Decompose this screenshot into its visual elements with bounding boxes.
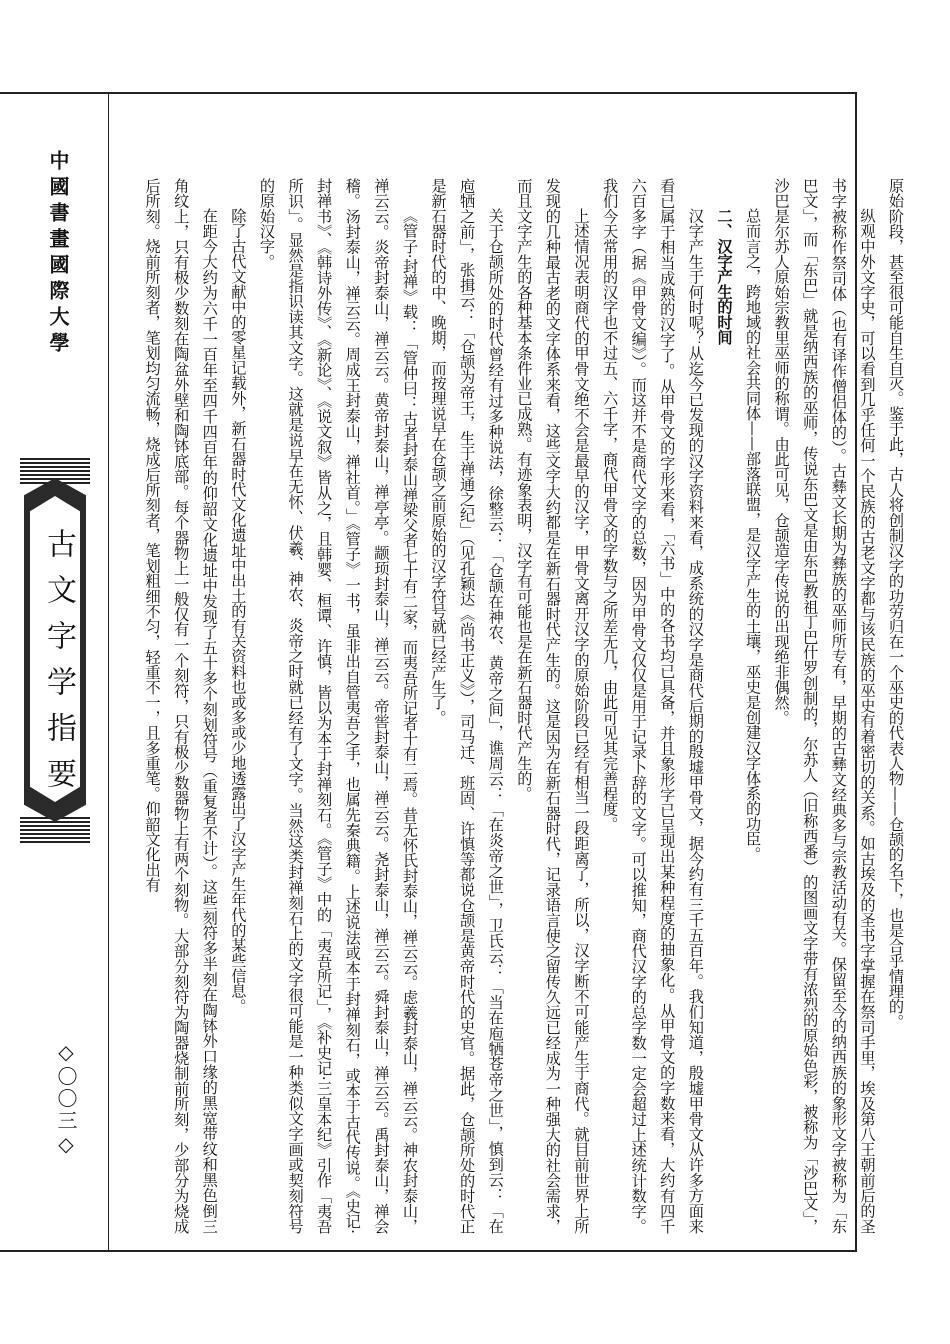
book-title: 古文字学指要 — [41, 528, 76, 804]
paragraph: 《管子·封禅》载：「管仲曰：古者封泰山禅梁父者七十有二家，而夷吾所记者十有二焉。昔无怀氏封泰山，禅云云。虑羲封泰山，禅云云。神农封泰山，禅云云。炎帝封泰山，禅云云。黄帝封泰山，禅亭亭。颛顼封泰山，禅云云。帝喾封泰山，禅云云。尧封泰山，禅云云。舜封泰山，禅云云。禹封泰山，禅会稽。汤封泰山，禅云云。周成王封泰山，禅社首。」《管子》一书，虽非出自管夷吾之手，也属先秦典籍。上述说法或本于封禅刻石，或本于古代传说。《史记·封禅书》、《韩诗外传》、《新论》、《说文叙》皆从之，且韩婴、桓谭、许慎，皆以为本于封禅刻石。《管子》中的「夷吾所记」，《补史记·三皇本纪》引作「夷吾所识」。显然是指识读其文字。这就是说早在无怀、伏羲、神农、炎帝之时就已经有了文字。当然这类封禅刻石上的文字很可能是一种类似文字画或契刻符号的原始汉字。 — [257, 178, 419, 1234]
paragraph: 纵观中外文字史，可以看到几乎任何一个民族的古老文字都与该民族的巫史有着密切的关系。如古埃及的圣书字掌握在祭司手里，埃及第八王朝前后的圣书字被称作祭司体（也有译作僧侣体的）。古彝文长期为彝族的巫师所专有，早期的古彝文经典多与宗教活动有关。保留至今的纳西族的象形文字被称为「东巴文」，而「东巴」就是纳西族的巫师，传说东巴文是由东巴教祖丁巴什罗创制的，尔苏人（旧称西番）的图画文字带有浓烈的原始色彩，被称为「沙巴文」，沙巴是尔苏人原始宗教里巫师的称谓。由此可见，仓颉造字传说的出现绝非偶然。 — [772, 178, 877, 1234]
paragraph: 汉字产生于何时呢？从迄今已发现的汉字资料来看，成系统的汉字是商代后期的殷墟甲骨文，据今约有三千五百年。我们知道，殷墟甲骨文从许多方面来看已属于相当成熟的汉字了。从甲骨文的字形来看，「六书」中的各书均已具备，并且象形字已呈现出某种程度的抽象化。从甲骨文的字数来看，大约有四千六百多字（据《甲骨文编》）。而这并不是商代文字的总数，因为甲骨文仅仅是用于记录卜辞的文字。可以推知，商代汉字的总字数一定会超过上述统计数字。我们今天常用的汉字也不过五、六千字，商代甲骨文的字数与之所差无几，由此可见其完善程度。 — [601, 178, 705, 1234]
paragraph: 原始阶段，甚至很可能自生自灭。鉴于此，古人将创制汉字的功劳归在一个巫史的代表人物——仓颉的名下，也是合乎情理的。 — [887, 178, 906, 1030]
side-column-divider — [108, 92, 109, 1252]
page-frame-bottom — [0, 1250, 855, 1252]
section-heading: 二、汉字产生的时间 — [715, 208, 734, 346]
paragraph: 除了古代文献中的零星记载外，新石器时代文化遗址中出土的有关资料也或多或少地透露出了汉字产生年代的某些信息。 — [229, 208, 248, 1014]
page-number: ◇〇〇三◇ — [54, 1040, 78, 1158]
paragraph: 在距今大约为六千一百年至四千四百年的仰韶文化遗址中发现了五十多个刻划符号（重复者不计）。这些刻符多半刻在陶钵外口缘的黑宽带纹和黑色倒三角纹上，只有极少数刻在陶盆外壁和陶钵底部。每个器物上一般仅有一个刻符，只有极少数器物上有两个刻物。大部分刻符为陶器烧制前所刻，少部分为烧成后所刻。烧前所刻者，笔划均匀流畅，烧成后所刻者，笔划粗细不匀，轻重不一，且多重笔。仰韶文化出有 — [143, 178, 219, 1234]
main-text — [138, 178, 910, 1234]
paragraph: 上述情况表明商代的甲骨文绝不会是最早的汉字，甲骨文离开汉字的原始阶段已经有相当一段距离了，所以，汉字断不可能产生于商代。就目前世界上所发现的几种最古老的文字体系来看，这些文字大约都是在新石器时代产生的。这是因为在新石器时代，记录语言使之留传久远已经成为一种强大的社会需求，而且文字产生的各种基本条件业已成熟。有迹象表明，汉字有可能也是在新石器时代产生的。 — [515, 178, 591, 1234]
university-name: 中國書畫國際大學 — [46, 150, 70, 358]
paragraph: 总而言之，跨地域的社会共同体——部落联盟，是汉字产生的土壤，巫史是创建汉字体系的功臣。 — [744, 208, 763, 862]
paragraph: 关于仓颉所处的时代曾经有过多种说法，徐整云：「仓颉在神农、黄帝之间」，谯周云：「在炎帝之世」，卫氏云：「当在庖牺苍帝之世」，慎到云：「在庖牺之前」，张揖云：「仓颉为帝王，生于禅通之纪」（见孔颖达《尚书正义》），司马迁、班固、许慎等都说仓颉是黄帝时代的史官。据此，仓颉所处的时代正是新石器时代的中、晚期，而按理说早在仓颉之前原始的汉字符号就已经产生了。 — [429, 178, 505, 1234]
page-frame-top — [0, 92, 855, 94]
